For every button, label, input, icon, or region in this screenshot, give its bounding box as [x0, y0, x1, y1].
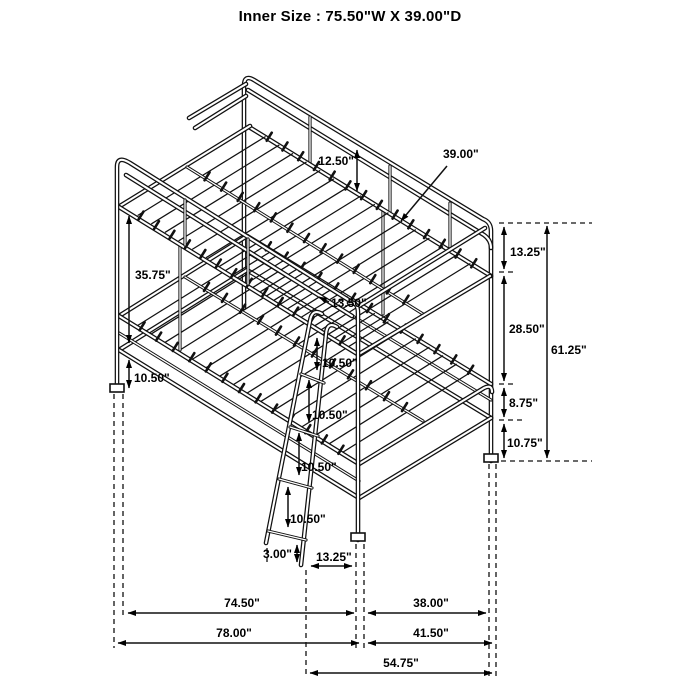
dim-ladder-top-spacing: 13.50" [331, 296, 367, 310]
front-end-guard-rail-core [359, 228, 485, 306]
lower-left-end-bottom-core [119, 270, 247, 350]
dim-lower-deck-height: 10.75" [507, 436, 543, 450]
dim-bunk-gap: 28.50" [509, 322, 545, 336]
dim-inner-end-width: 38.00" [413, 596, 449, 610]
dim-lower-rail-depth: 8.75" [509, 396, 539, 410]
dim-overall-height: 61.25" [551, 343, 587, 357]
dim-overall-width: 78.00" [216, 626, 252, 640]
right-post-foot [484, 454, 498, 462]
dimension-labels [134, 147, 587, 670]
dim-ladder-footprint: 54.75" [383, 656, 419, 670]
ladder-rung-3-core [279, 479, 312, 488]
dim-ladder-foot-height: 3.00" [262, 547, 292, 561]
dim-ladder-spacing-1: 10.50" [322, 356, 358, 370]
dim-ladder-spacing-3: 10.50" [301, 460, 337, 474]
dim-overall-depth: 41.50" [413, 626, 449, 640]
dim-ladder-foot-inset: 13.25" [316, 550, 352, 564]
reference-dashed-lines [114, 223, 592, 677]
dim-ladder-spacing-4: 10.50" [290, 512, 326, 526]
dim-lower-frame-height: 10.50" [134, 371, 170, 385]
page-title: Inner Size : 75.50"W X 39.00"D [238, 8, 462, 25]
ladder-rung-4-core [268, 531, 306, 540]
upper-deck-far-frame [120, 126, 491, 276]
dim-rail-to-deck: 13.25" [510, 245, 546, 259]
dim-inner-width: 74.50" [224, 596, 260, 610]
front-post-foot [351, 533, 365, 541]
near-guardrail-second-tube-core [126, 175, 352, 316]
dim-guardrail-height: 12.50" [318, 154, 354, 168]
left-post-foot [110, 384, 124, 392]
dim-inner-depth: 39.00" [443, 147, 479, 161]
dim-ladder-spacing-2: 10.50" [312, 408, 348, 422]
dim-inner-height: 35.75" [135, 268, 171, 282]
